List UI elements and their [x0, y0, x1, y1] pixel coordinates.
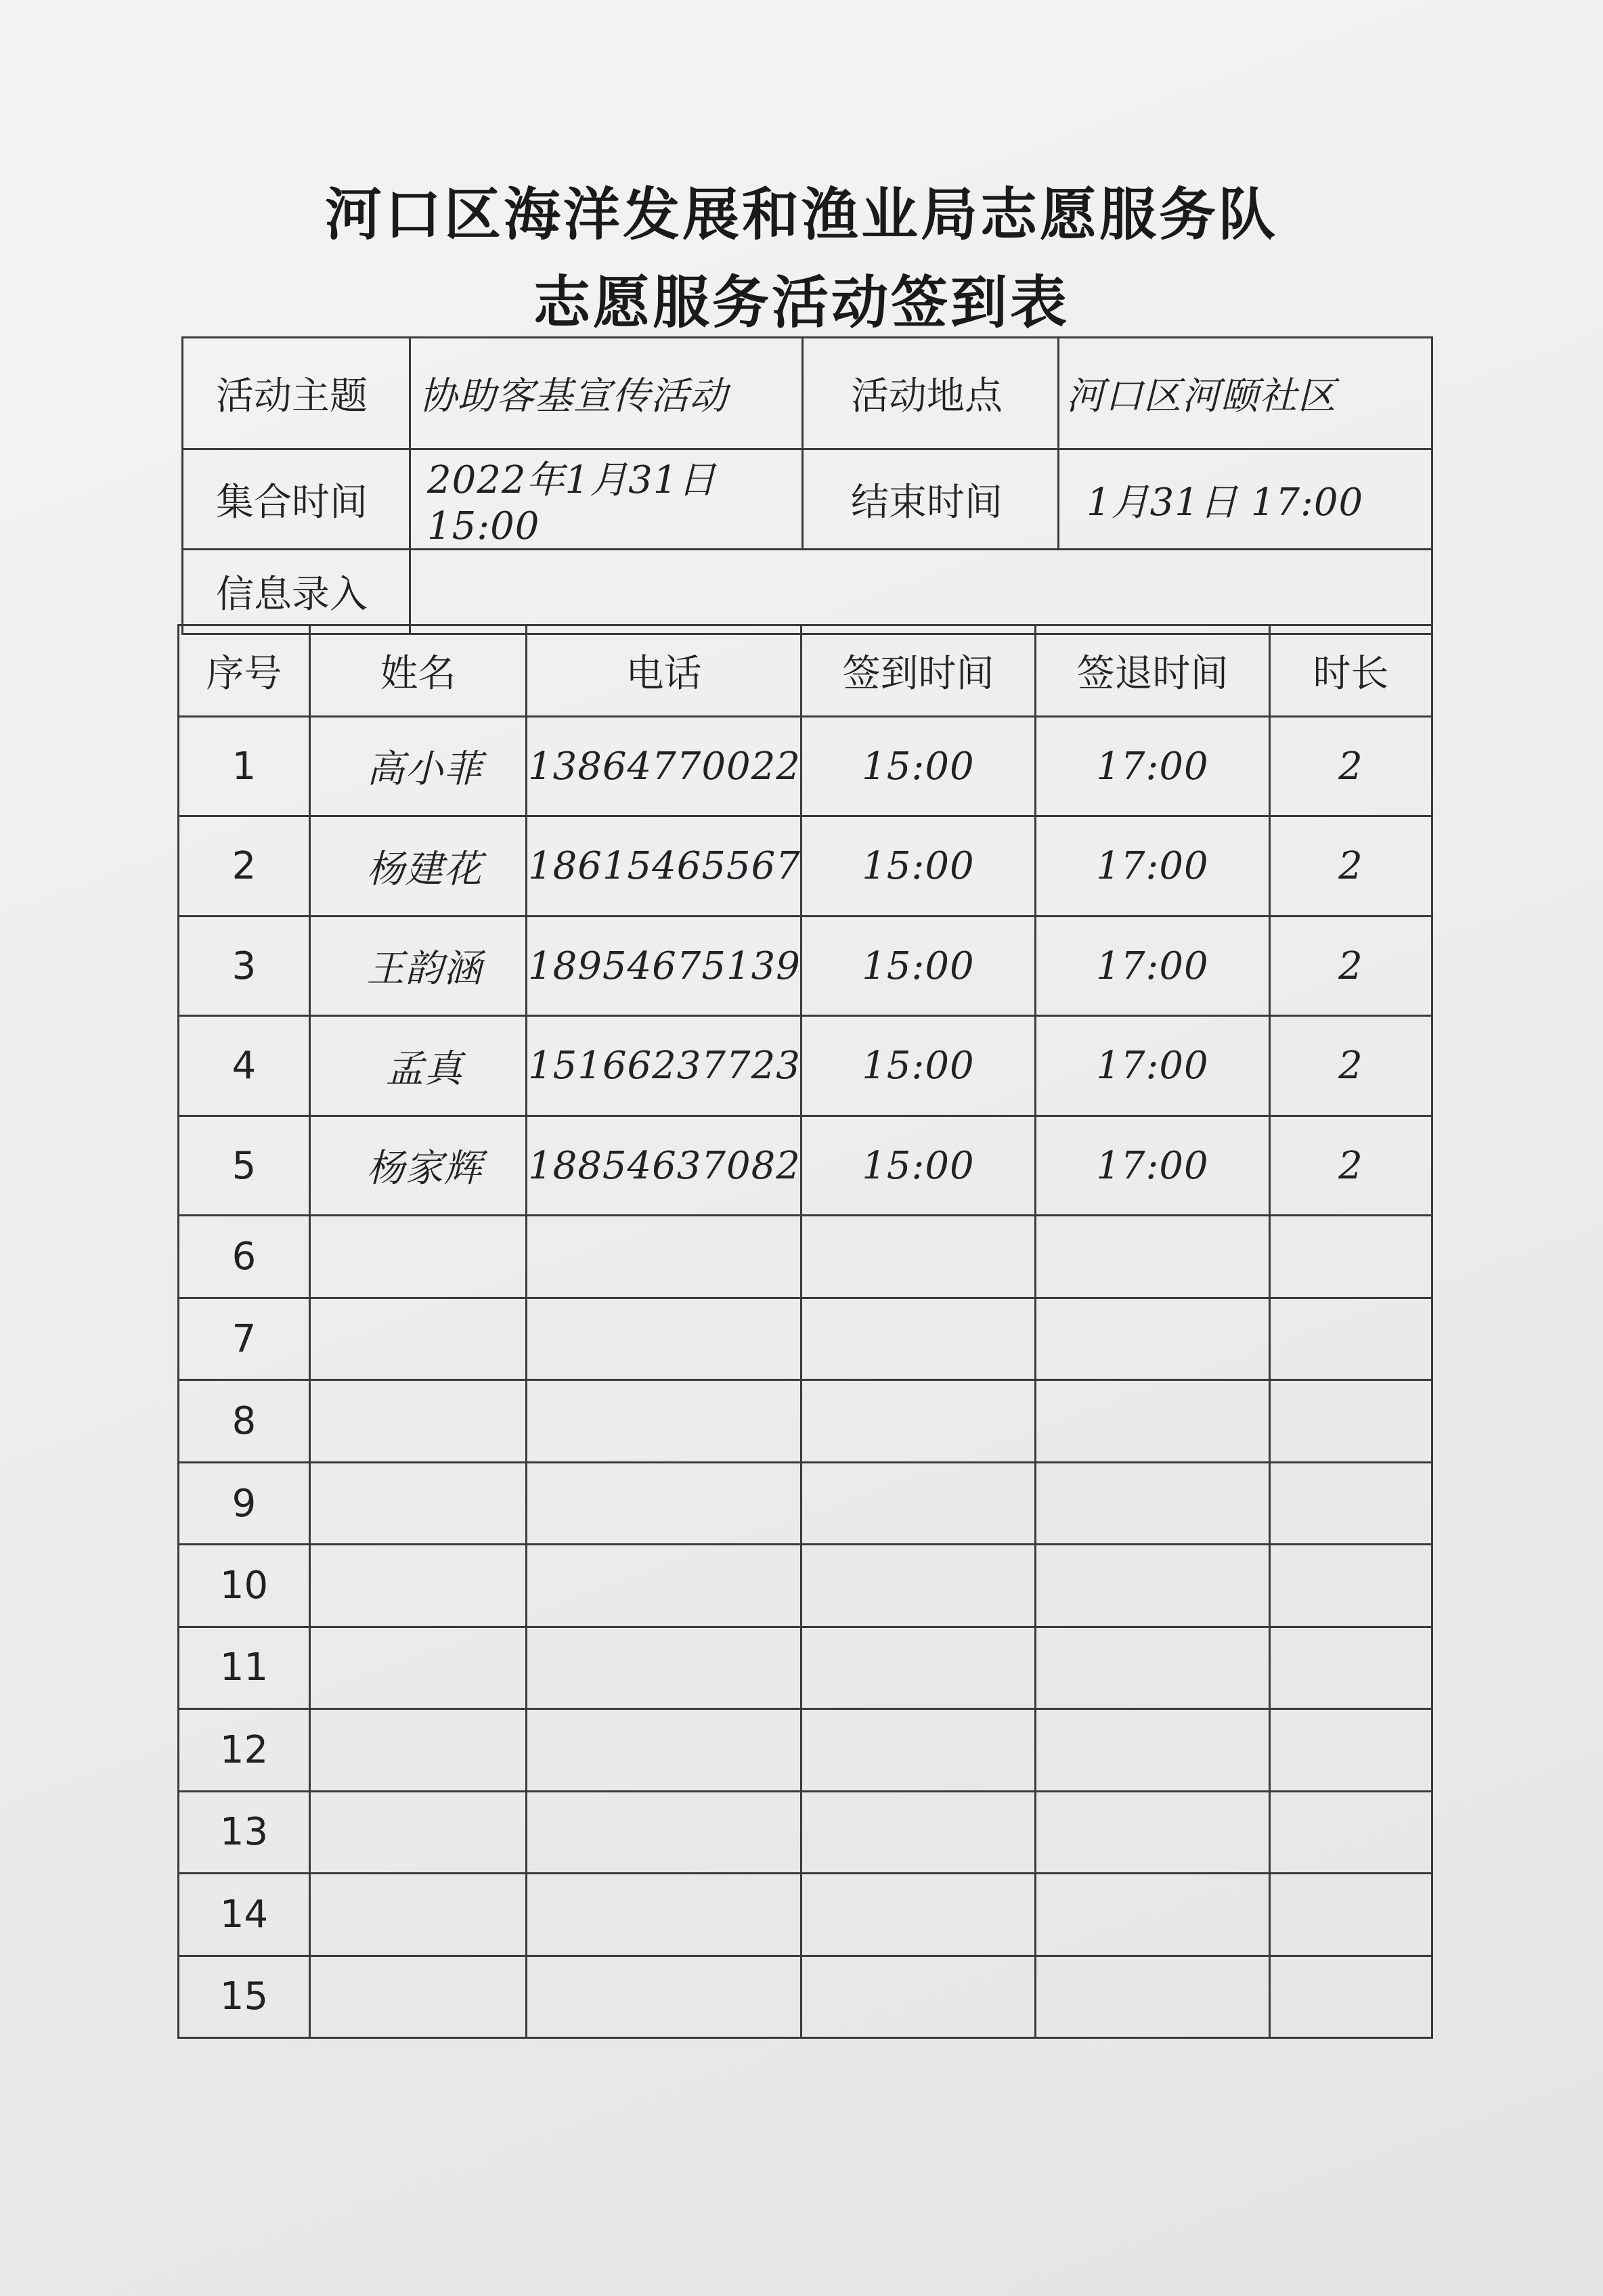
row-phone — [527, 1380, 802, 1462]
row-duration: 2 — [1270, 816, 1432, 916]
col-header-sign-in: 签到时间 — [802, 625, 1036, 717]
row-duration — [1270, 1709, 1432, 1791]
row-sign-out-time — [1036, 1380, 1270, 1462]
row-number: 6 — [179, 1216, 310, 1298]
row-duration — [1270, 1956, 1432, 2038]
row-number: 10 — [179, 1545, 310, 1627]
row-number: 14 — [179, 1874, 310, 1956]
row-sign-out-time: 17:00 — [1036, 816, 1270, 916]
row-sign-in-time: 15:00 — [802, 916, 1036, 1015]
table-row — [179, 1874, 1432, 1956]
theme-value: 协助客基宣传活动 — [410, 338, 803, 449]
row-sign-out-time — [1036, 1791, 1270, 1873]
row-name — [310, 1545, 527, 1627]
row-phone — [527, 1956, 802, 2038]
gather-time-label: 集合时间 — [183, 449, 410, 550]
row-number: 8 — [179, 1380, 310, 1462]
table-row — [179, 1016, 1432, 1116]
table-row — [179, 1216, 1432, 1298]
row-sign-in-time — [802, 1462, 1036, 1544]
document-subtitle: 志愿服务活动签到表 — [533, 269, 1070, 336]
row-duration — [1270, 1216, 1432, 1298]
document-title: 河口区海洋发展和渔业局志愿服务队 — [324, 181, 1278, 248]
record-label: 信息录入 — [183, 550, 410, 634]
record-value — [410, 550, 1432, 634]
row-sign-in-time — [802, 1380, 1036, 1462]
row-phone — [527, 1298, 802, 1379]
row-phone: 18854637082 — [527, 1116, 802, 1215]
end-time-value: 1月31日 17:00 — [1059, 449, 1432, 550]
row-number: 4 — [179, 1016, 310, 1116]
gather-time-value: 2022年1月31日 15:00 — [410, 449, 803, 550]
row-number: 1 — [179, 717, 310, 816]
row-duration: 2 — [1270, 916, 1432, 1015]
row-phone: 15166237723 — [527, 1016, 802, 1116]
row-sign-out-time — [1036, 1216, 1270, 1298]
row-duration — [1270, 1874, 1432, 1956]
row-name — [310, 1627, 527, 1708]
row-number: 5 — [179, 1116, 310, 1215]
location-label: 活动地点 — [803, 338, 1059, 449]
row-name — [310, 1709, 527, 1791]
row-name — [310, 1216, 527, 1298]
row-phone — [527, 1874, 802, 1956]
location-value: 河口区河颐社区 — [1059, 338, 1432, 449]
table-row — [179, 816, 1432, 916]
theme-label: 活动主题 — [183, 338, 410, 449]
row-name — [310, 1956, 527, 2038]
row-number: 13 — [179, 1791, 310, 1873]
row-number: 12 — [179, 1709, 310, 1791]
activity-info-table — [181, 336, 1433, 635]
row-number: 7 — [179, 1298, 310, 1379]
row-number: 11 — [179, 1627, 310, 1708]
row-name: 高小菲 — [310, 717, 527, 816]
row-sign-in-time: 15:00 — [802, 717, 1036, 816]
row-sign-in-time — [802, 1709, 1036, 1791]
row-sign-out-time: 17:00 — [1036, 1116, 1270, 1215]
row-name — [310, 1380, 527, 1462]
row-phone — [527, 1627, 802, 1708]
row-phone — [527, 1709, 802, 1791]
table-row — [179, 916, 1432, 1015]
row-sign-out-time: 17:00 — [1036, 717, 1270, 816]
row-sign-in-time — [802, 1545, 1036, 1627]
row-phone — [527, 1545, 802, 1627]
table-row — [179, 1627, 1432, 1708]
table-row — [179, 1545, 1432, 1627]
row-sign-in-time — [802, 1791, 1036, 1873]
table-row — [179, 1116, 1432, 1215]
row-phone — [527, 1791, 802, 1873]
row-sign-out-time — [1036, 1956, 1270, 2038]
row-sign-out-time: 17:00 — [1036, 916, 1270, 1015]
row-duration — [1270, 1627, 1432, 1708]
row-phone: 18615465567 — [527, 816, 802, 916]
row-sign-out-time — [1036, 1709, 1270, 1791]
row-phone — [527, 1216, 802, 1298]
row-sign-out-time — [1036, 1627, 1270, 1708]
end-time-label: 结束时间 — [803, 449, 1059, 550]
row-duration — [1270, 1298, 1432, 1379]
table-body — [179, 717, 1432, 2038]
row-name: 王韵涵 — [310, 916, 527, 1015]
row-phone: 13864770022 — [527, 717, 802, 816]
table-row — [179, 1462, 1432, 1544]
col-header-duration: 时长 — [1270, 625, 1432, 717]
row-duration: 2 — [1270, 1016, 1432, 1116]
table-header-row — [179, 625, 1432, 717]
row-sign-out-time — [1036, 1874, 1270, 1956]
row-name — [310, 1462, 527, 1544]
row-number: 3 — [179, 916, 310, 1015]
row-duration — [1270, 1380, 1432, 1462]
row-sign-in-time — [802, 1298, 1036, 1379]
row-number: 9 — [179, 1462, 310, 1544]
row-name: 杨家辉 — [310, 1116, 527, 1215]
table-row — [179, 1298, 1432, 1379]
col-header-name: 姓名 — [310, 625, 527, 717]
table-row — [179, 1956, 1432, 2038]
col-header-sign-out: 签退时间 — [1036, 625, 1270, 717]
row-sign-in-time — [802, 1956, 1036, 2038]
row-phone — [527, 1462, 802, 1544]
row-sign-in-time — [802, 1874, 1036, 1956]
table-row — [179, 1791, 1432, 1873]
row-phone: 18954675139 — [527, 916, 802, 1015]
row-sign-out-time — [1036, 1298, 1270, 1379]
row-duration: 2 — [1270, 1116, 1432, 1215]
row-sign-in-time: 15:00 — [802, 1016, 1036, 1116]
row-sign-out-time: 17:00 — [1036, 1016, 1270, 1116]
row-number: 15 — [179, 1956, 310, 2038]
row-name — [310, 1874, 527, 1956]
row-name: 杨建花 — [310, 816, 527, 916]
row-sign-in-time — [802, 1216, 1036, 1298]
table-row — [179, 717, 1432, 816]
row-sign-out-time — [1036, 1462, 1270, 1544]
table-row — [179, 1380, 1432, 1462]
row-duration — [1270, 1791, 1432, 1873]
row-name: 孟真 — [310, 1016, 527, 1116]
row-number: 2 — [179, 816, 310, 916]
row-sign-out-time — [1036, 1545, 1270, 1627]
row-name — [310, 1791, 527, 1873]
row-duration — [1270, 1462, 1432, 1544]
row-duration: 2 — [1270, 717, 1432, 816]
row-sign-in-time — [802, 1627, 1036, 1708]
col-header-phone: 电话 — [527, 625, 802, 717]
table-row — [179, 1709, 1432, 1791]
attendance-table — [177, 624, 1433, 2039]
row-sign-in-time: 15:00 — [802, 816, 1036, 916]
row-name — [310, 1298, 527, 1379]
row-duration — [1270, 1545, 1432, 1627]
col-header-number: 序号 — [179, 625, 310, 717]
row-sign-in-time: 15:00 — [802, 1116, 1036, 1215]
